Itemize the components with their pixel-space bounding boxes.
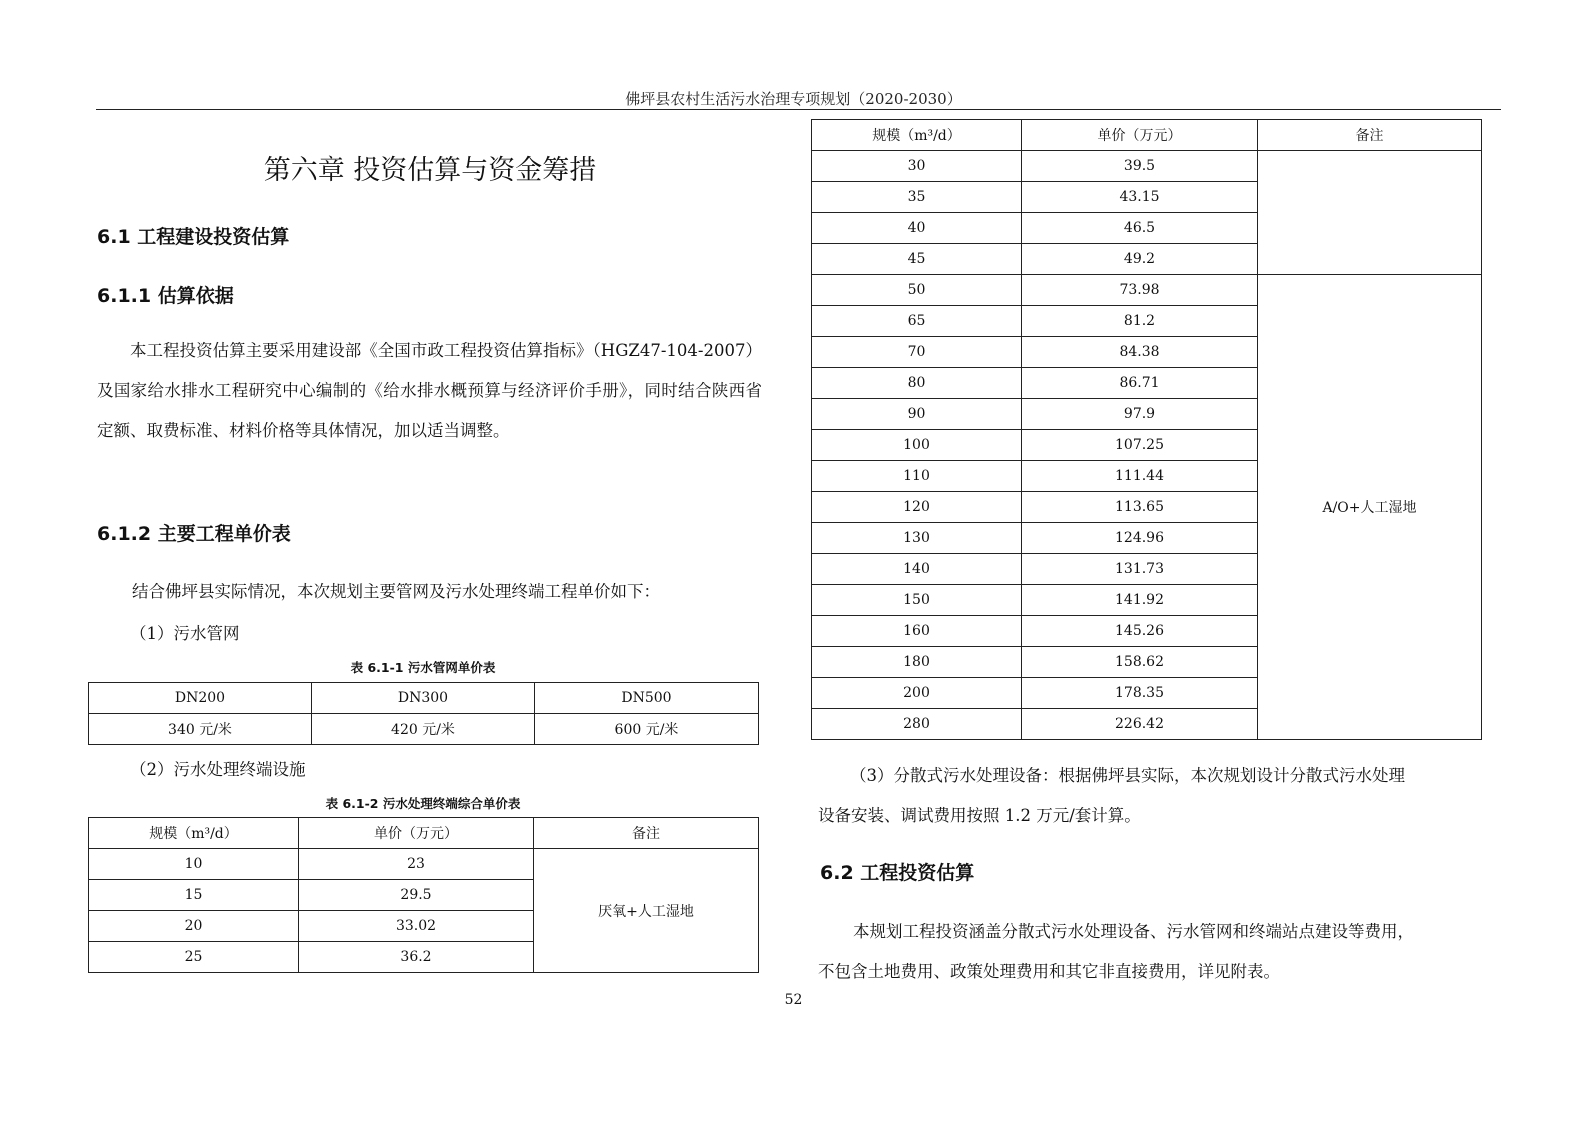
page-number: 52: [784, 992, 803, 1008]
table-cell: 40: [812, 213, 1022, 244]
table-cell: 160: [812, 616, 1022, 647]
table-cell: 131.73: [1022, 554, 1258, 585]
section-6-1-2-heading: 6.1.2 主要工程单价表: [97, 523, 291, 545]
table-cell: 420 元/米: [312, 714, 535, 745]
table-cell: 130: [812, 523, 1022, 554]
table-cell: 70: [812, 337, 1022, 368]
table-cell: 113.65: [1022, 492, 1258, 523]
pipe-network-price-table: [88, 682, 759, 745]
terminal-price-table-part1: [88, 817, 759, 973]
item-1-label: （1）污水管网: [130, 624, 240, 643]
table-header-cell: 备注: [1258, 120, 1482, 151]
section-6-1-1-heading: 6.1.1 估算依据: [97, 285, 234, 307]
chapter-title: 第六章 投资估算与资金筹措: [263, 155, 597, 186]
section-6-1-2-intro: 结合佛坪县实际情况，本次规划主要管网及污水处理终端工程单价如下：: [132, 582, 660, 601]
table-cell: 600 元/米: [535, 714, 759, 745]
table-cell: 65: [812, 306, 1022, 337]
table-header-row: [89, 683, 759, 714]
table-cell: 226.42: [1022, 709, 1258, 740]
header-rule: [96, 109, 1501, 110]
table-cell: 86.71: [1022, 368, 1258, 399]
table-cell: 107.25: [1022, 430, 1258, 461]
table-note-cell: A/O+人工湿地: [1258, 275, 1482, 740]
table-header-row: [812, 120, 1482, 151]
table-cell: 50: [812, 275, 1022, 306]
table-cell: 120: [812, 492, 1022, 523]
table-row: [812, 151, 1482, 182]
table-header-cell: DN500: [535, 683, 759, 714]
table-cell: 10: [89, 849, 299, 880]
table-cell: 150: [812, 585, 1022, 616]
item-3-line-1: （3）分散式污水处理设备：根据佛坪县实际，本次规划设计分散式污水处理: [850, 766, 1405, 785]
table-row: [812, 275, 1482, 306]
table-note-cell: [1258, 151, 1482, 275]
section-6-1-1-paragraph: 本工程投资估算主要采用建设部《全国市政工程投资估算指标》（HGZ47-104-2007）及国家给水排水工程研究中心编制的《给水排水概预算与经济评价手册》，同时结合陕西省定额、取费标准、材料价格等具体情况，加以适当调整。: [97, 341, 762, 440]
section-6-2-line-2: 不包含土地费用、政策处理费用和其它非直接费用，详见附表。: [818, 962, 1280, 981]
table-cell: 39.5: [1022, 151, 1258, 182]
table-header-cell: 备注: [534, 818, 759, 849]
table-cell: 45: [812, 244, 1022, 275]
terminal-price-table-part2: [811, 119, 1482, 740]
item-3-line-2: 设备安装、调试费用按照 1.2 万元/套计算。: [818, 806, 1141, 825]
table-cell: 280: [812, 709, 1022, 740]
table-header-cell: 规模（m³/d）: [89, 818, 299, 849]
table-cell: 178.35: [1022, 678, 1258, 709]
table-2-caption: 表 6.1-2 污水处理终端综合单价表: [325, 796, 521, 811]
table-cell: 141.92: [1022, 585, 1258, 616]
table-cell: 97.9: [1022, 399, 1258, 430]
table-cell: 33.02: [299, 911, 534, 942]
table-cell: 20: [89, 911, 299, 942]
running-header: 佛坪县农村生活污水治理专项规划（2020-2030）: [625, 90, 962, 108]
item-2-label: （2）污水处理终端设施: [130, 760, 306, 779]
table-header-cell: DN300: [312, 683, 535, 714]
table-cell: 81.2: [1022, 306, 1258, 337]
table-cell: 46.5: [1022, 213, 1258, 244]
table-cell: 145.26: [1022, 616, 1258, 647]
table-cell: 111.44: [1022, 461, 1258, 492]
table-cell: 340 元/米: [89, 714, 312, 745]
table-cell: 80: [812, 368, 1022, 399]
table-header-cell: DN200: [89, 683, 312, 714]
table-cell: 200: [812, 678, 1022, 709]
table-cell: 49.2: [1022, 244, 1258, 275]
table-note-cell: 厌氧+人工湿地: [534, 849, 759, 973]
table-cell: 84.38: [1022, 337, 1258, 368]
table-cell: 180: [812, 647, 1022, 678]
table-cell: 158.62: [1022, 647, 1258, 678]
section-6-2-heading: 6.2 工程投资估算: [820, 862, 975, 884]
table-cell: 25: [89, 942, 299, 973]
table-header-cell: 单价（万元）: [1022, 120, 1258, 151]
table-header-row: [89, 818, 759, 849]
section-6-2-line-1: 本规划工程投资涵盖分散式污水处理设备、污水管网和终端站点建设等费用，: [853, 922, 1414, 941]
table-cell: 140: [812, 554, 1022, 585]
table-cell: 15: [89, 880, 299, 911]
table-cell: 100: [812, 430, 1022, 461]
table-row: [89, 714, 759, 745]
table-cell: 29.5: [299, 880, 534, 911]
table-cell: 124.96: [1022, 523, 1258, 554]
table-cell: 36.2: [299, 942, 534, 973]
table-cell: 23: [299, 849, 534, 880]
table-cell: 73.98: [1022, 275, 1258, 306]
table-row: [89, 849, 759, 880]
table-cell: 30: [812, 151, 1022, 182]
table-1-caption: 表 6.1-1 污水管网单价表: [350, 660, 496, 675]
table-header-cell: 规模（m³/d）: [812, 120, 1022, 151]
table-cell: 35: [812, 182, 1022, 213]
table-header-cell: 单价（万元）: [299, 818, 534, 849]
table-cell: 90: [812, 399, 1022, 430]
table-cell: 43.15: [1022, 182, 1258, 213]
table-cell: 110: [812, 461, 1022, 492]
section-6-1-heading: 6.1 工程建设投资估算: [97, 226, 290, 248]
